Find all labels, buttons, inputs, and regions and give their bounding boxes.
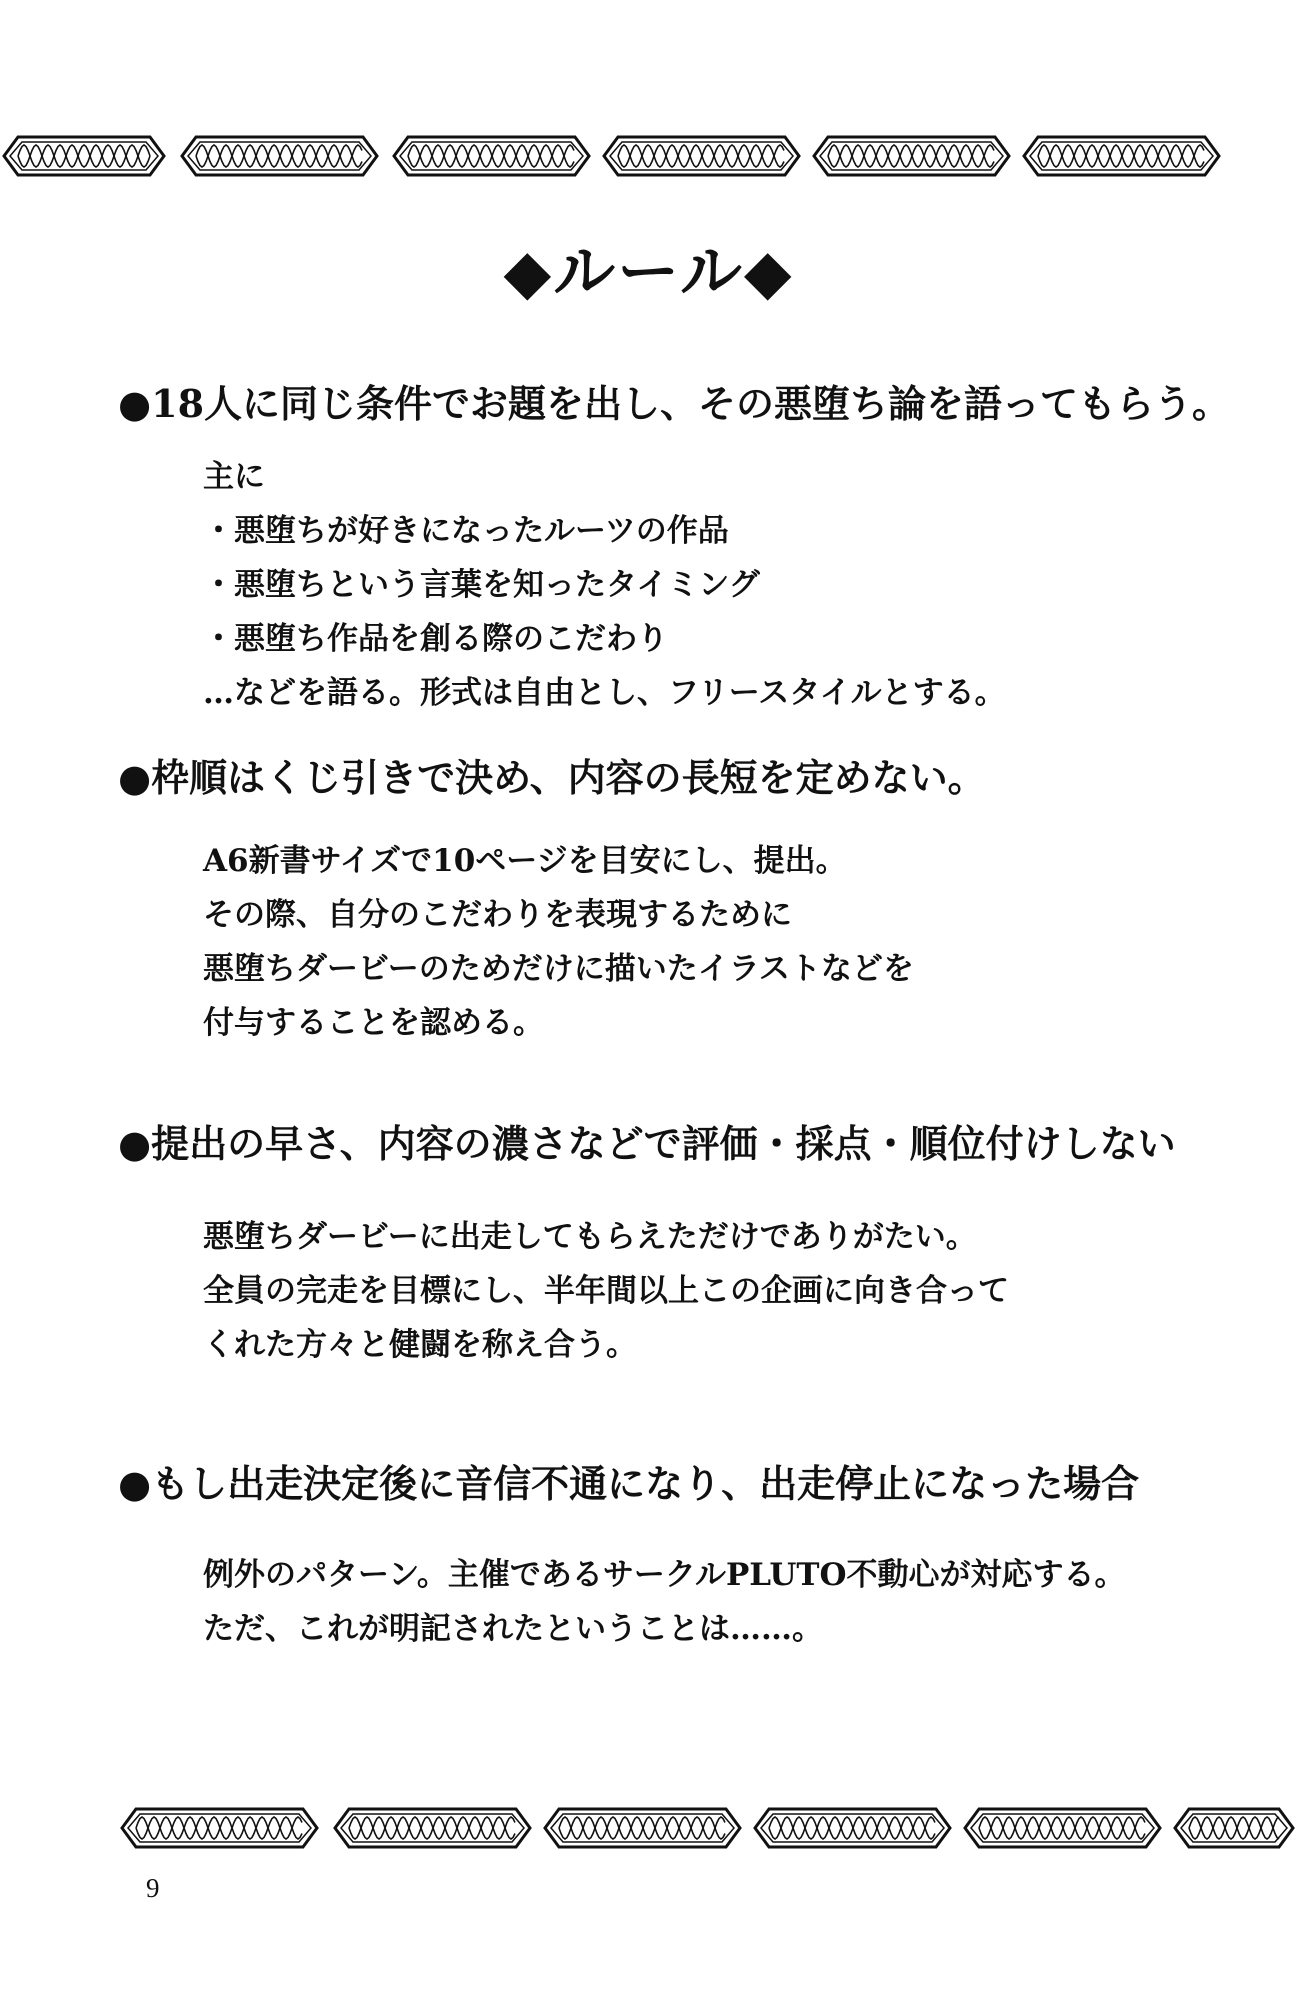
rule-line: くれた方々と健闘を称え合う。: [203, 1327, 637, 1363]
knot-unit-icon: [182, 137, 377, 175]
rule-line: 付与することを認める。: [203, 1005, 544, 1041]
rule-line: ・悪堕ちが好きになったルーツの作品: [203, 513, 729, 549]
knot-unit-icon: [814, 137, 1009, 175]
decorative-border-bottom-icon: [0, 1800, 1297, 1856]
knot-unit-icon: [335, 1809, 530, 1847]
rule-section-4: [118, 1458, 1238, 1656]
rule-body-2: [203, 834, 1238, 1050]
rule-line: 全員の完走を目標にし、半年間以上この企画に向き合って: [203, 1273, 1009, 1309]
rule-section-1: [118, 378, 1238, 720]
rule-line: A6新書サイズで10ページを目安にし、提出。: [203, 843, 847, 879]
rule-section-3: [118, 1118, 1238, 1372]
rule-line: ・悪堕ちという言葉を知ったタイミング: [203, 567, 760, 603]
rule-body-1: [203, 450, 1238, 720]
knot-unit-icon: [604, 137, 799, 175]
decorative-border-top-icon: [0, 128, 1297, 184]
knot-unit-icon: [4, 137, 164, 175]
knot-unit-icon: [394, 137, 589, 175]
rule-line: ・悪堕ち作品を創る際のこだわり: [203, 621, 668, 657]
knot-unit-icon: [122, 1809, 317, 1847]
knot-unit-icon: [1024, 137, 1219, 175]
rule-heading-1: ●18人に同じ条件でお題を出し、その悪堕ち論を語ってもらう。: [118, 381, 1231, 426]
knot-unit-icon: [755, 1809, 950, 1847]
rule-section-2: [118, 752, 1238, 1050]
rule-line: 悪堕ちダービーに出走してもらえただけでありがたい。: [203, 1219, 977, 1255]
rule-body-4: [203, 1548, 1238, 1656]
rule-line: 主に: [203, 459, 265, 495]
page-number: 9: [146, 1873, 160, 1903]
page-title: ◆ルール◆: [503, 235, 794, 308]
rule-heading-4: ●もし出走決定後に音信不通になり、出走停止になった場合: [118, 1461, 1140, 1506]
knot-unit-icon: [545, 1809, 740, 1847]
rule-heading-2: ●枠順はくじ引きで決め、内容の長短を定めない。: [118, 755, 986, 800]
rule-line: …などを語る。形式は自由とし、フリースタイルとする。: [203, 675, 1006, 711]
rule-line: その際、自分のこだわりを表現するために: [203, 897, 792, 933]
rule-line: 例外のパターン。主催であるサークルPLUTO不動心が対応する。: [203, 1557, 1126, 1593]
rule-body-3: [203, 1210, 1238, 1372]
knot-unit-icon: [965, 1809, 1160, 1847]
knot-unit-icon: [1175, 1809, 1293, 1847]
rule-line: 悪堕ちダービーのためだけに描いたイラストなどを: [203, 951, 914, 987]
rule-line: ただ、これが明記されたということは……。: [203, 1611, 823, 1647]
rule-heading-3: ●提出の早さ、内容の濃さなどで評価・採点・順位付けしない: [118, 1121, 1176, 1166]
